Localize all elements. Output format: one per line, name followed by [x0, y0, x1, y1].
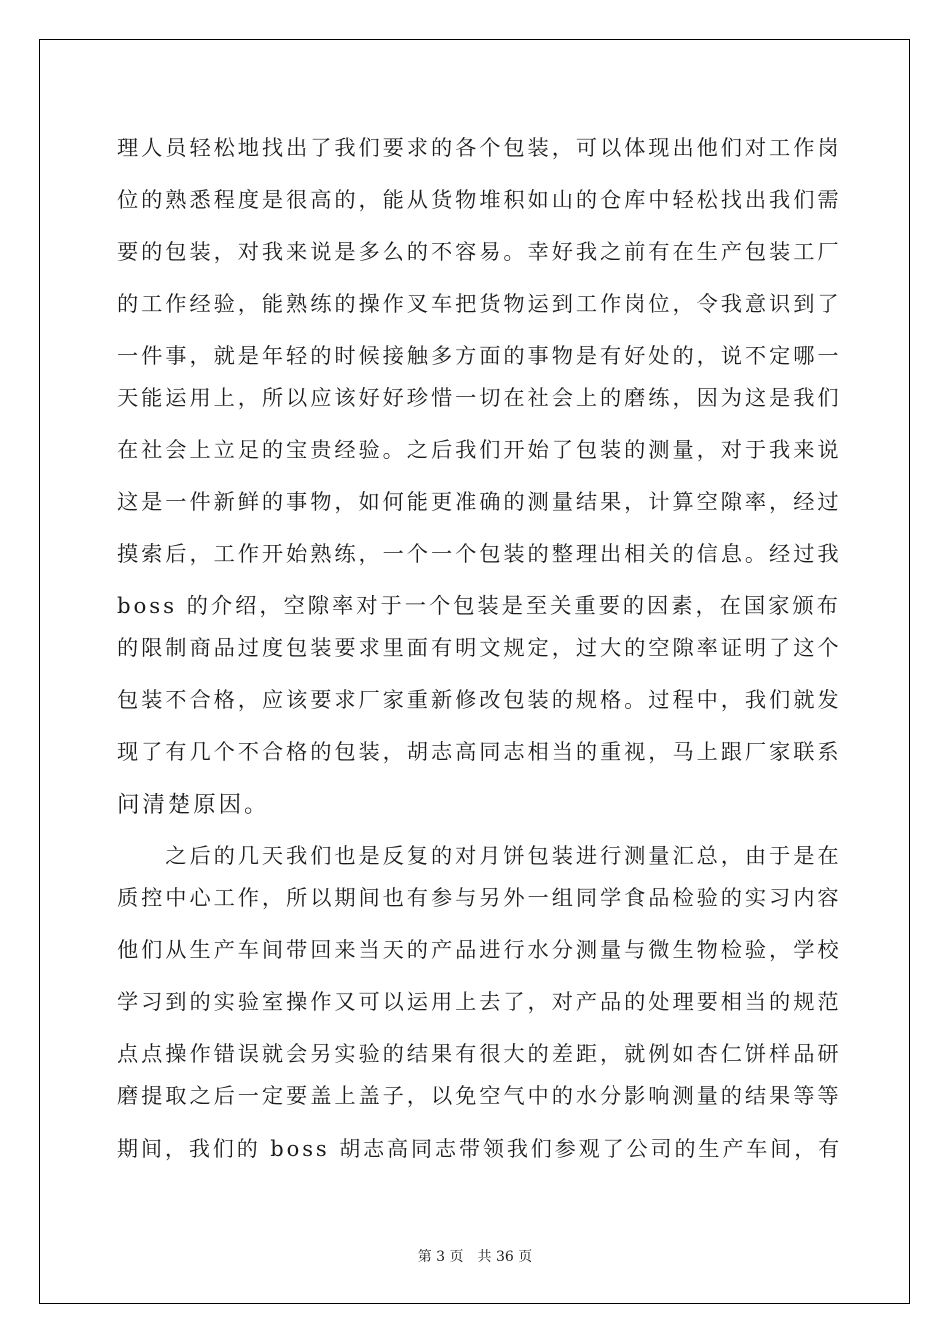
text-line: 的限制商品过度包装要求里面有明文规定，过大的空隙率证明了这个: [117, 636, 842, 661]
text-line: 的工作经验，能熟练的操作叉车把货物运到工作岗位，令我意识到了: [117, 292, 842, 317]
text-line: 磨提取之后一定要盖上盖子，以免空气中的水分影响测量的结果等等: [117, 1084, 842, 1109]
text-line: 位的熟悉程度是很高的，能从货物堆积如山的仓库中轻松找出我们需: [117, 188, 842, 213]
text-line: 这是一件新鲜的事物，如何能更准确的测量结果，计算空隙率，经过: [117, 490, 842, 515]
page-border: [39, 39, 910, 1304]
text-line: 在社会上立足的宝贵经验。之后我们开始了包装的测量，对于我来说: [117, 438, 842, 463]
text-line: 期间，我们的 boss 胡志高同志带领我们参观了公司的生产车间，有: [117, 1136, 843, 1161]
text-line: boss 的介绍，空隙率对于一个包装是至关重要的因素，在国家颁布: [117, 594, 841, 619]
text-line: 天能运用上，所以应该好好珍惜一切在社会上的磨练，因为这是我们: [117, 386, 842, 411]
text-line: 问清楚原因。: [117, 792, 270, 818]
text-line: 点点操作错误就会另实验的结果有很大的差距，就例如杏仁饼样品研: [117, 1042, 842, 1067]
text-line: 质控中心工作，所以期间也有参与另外一组同学食品检验的实习内容: [117, 886, 842, 911]
text-line: 一件事，就是年轻的时候接触多方面的事物是有好处的，说不定哪一: [117, 344, 842, 369]
text-line: 包装不合格，应该要求厂家重新修改包装的规格。过程中，我们就发: [117, 688, 842, 713]
text-line: 现了有几个不合格的包装，胡志高同志相当的重视，马上跟厂家联系: [117, 740, 842, 765]
text-line: 他们从生产车间带回来当天的产品进行水分测量与微生物检验，学校: [117, 938, 842, 963]
text-line: 摸索后，工作开始熟练，一个一个包装的整理出相关的信息。经过我: [117, 542, 842, 567]
text-line: 之后的几天我们也是反复的对月饼包装进行测量汇总，由于是在: [117, 844, 842, 869]
text-line: 要的包装，对我来说是多么的不容易。幸好我之前有在生产包装工厂: [117, 240, 842, 265]
page-number: 第 3 页 共 36 页: [417, 1249, 533, 1265]
text-line: 理人员轻松地找出了我们要求的各个包装，可以体现出他们对工作岗: [117, 136, 842, 161]
text-line: 学习到的实验室操作又可以运用上去了，对产品的处理要相当的规范: [117, 990, 842, 1015]
